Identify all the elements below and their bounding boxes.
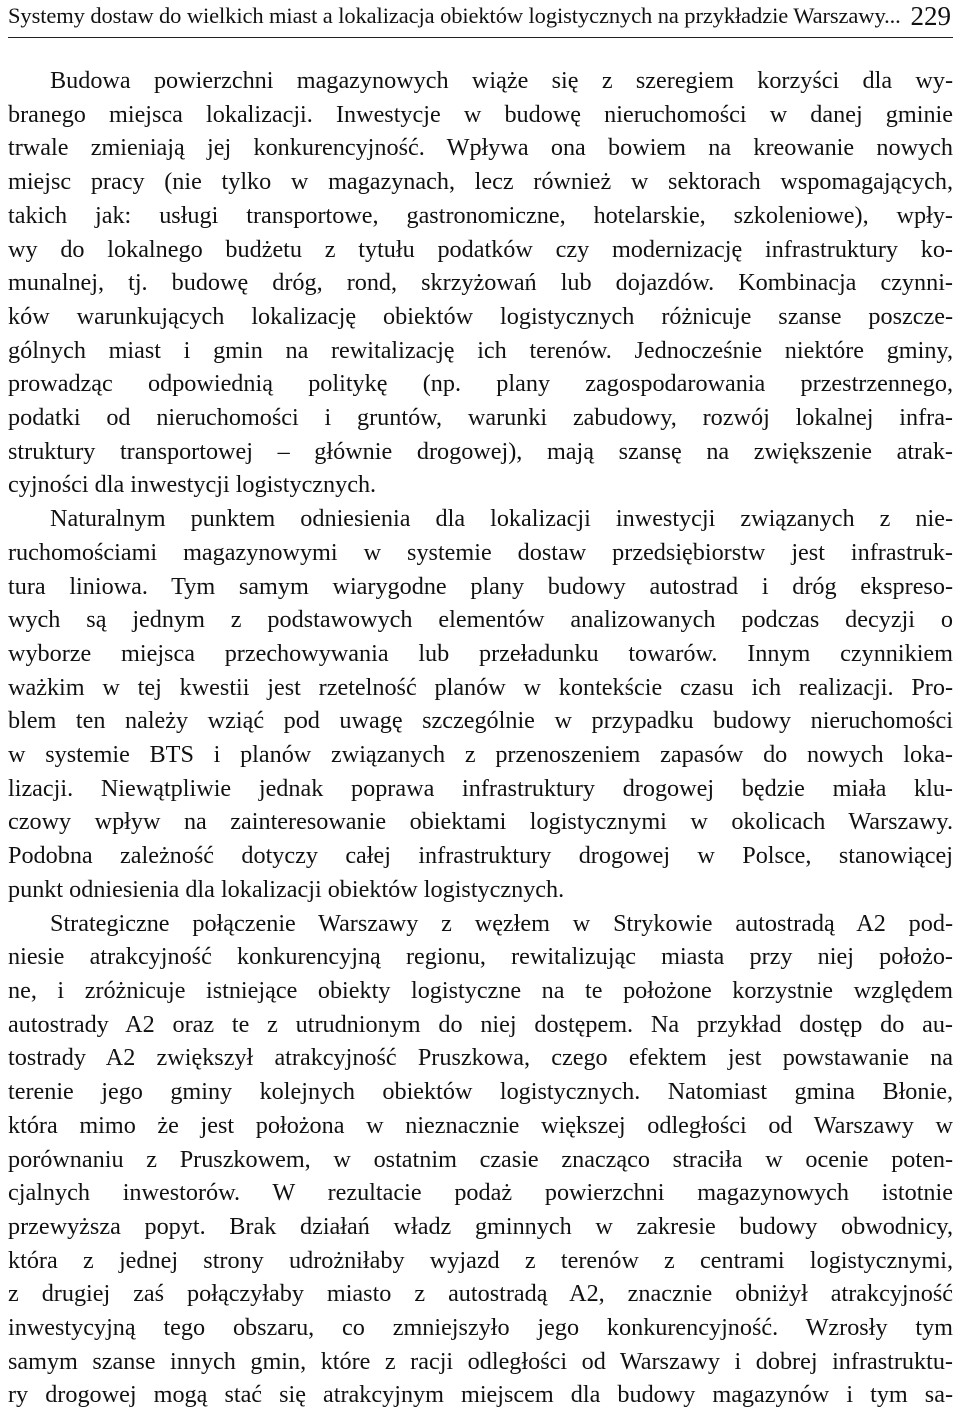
paragraph-2-line-5: wyborze miejsca przechowywania lub przeładunku towarów. Innym czynnikiem [8, 639, 953, 667]
paragraph-3-line-6: terenie jego gminy kolejnych obiektów logistycznych. Natomiast gmina Błonie, [8, 1078, 953, 1106]
paragraph-3-line-11: która z jednej strony udrożniłaby wyjazd z terenów z centrami logistycznymi, [8, 1246, 953, 1274]
paragraph-2-line-8: w systemie BTS i planów związanych z przenoszeniem zapasów do nowych loka- [8, 741, 953, 769]
paragraph-2-line-10: czowy wpływ na zainteresowanie obiektami logistycznymi w okolicach Warszawy. [8, 808, 953, 836]
paragraph-1-line-1: Budowa powierzchni magazynowych wiąże się z szeregiem korzyści dla wy- [50, 67, 953, 94]
paragraph-3-line-9: cjalnych inwestorów. W rezultacie podaż powierzchni magazynowych istotnie [8, 1179, 953, 1207]
paragraph-2-line-9: lizacji. Niewątpliwie jednak poprawa infrastruktury drogowej będzie miała klu- [8, 774, 953, 802]
paragraph-3-line-3: ne, i zróżnicuje istniejące obiekty logistyczne na te położone korzystnie względem [8, 976, 953, 1004]
paragraph-3-line-12: z drugiej zaś połączyłaby miasto z autostradą A2, znacznie obniżył atrakcyjność [8, 1280, 953, 1308]
paragraph-3-line-4: autostrady A2 oraz te z utrudnionym do niej dostępem. Na przykład dostęp do au- [8, 1010, 953, 1038]
paragraph-3-line-10: przewyższa popyt. Brak działań władz gminnych w zakresie budowy obwodnicy, [8, 1212, 953, 1240]
paragraph-2-line-3: tura liniowa. Tym samym wiarygodne plany budowy autostrad i dróg ekspreso- [8, 572, 953, 600]
paragraph-1-line-12: struktury transportowej – głównie drogowej), mają szansę na zwiększenie atrak- [8, 437, 953, 465]
paragraph-1-line-4: miejsc pracy (nie tylko w magazynach, lecz również w sektorach wspomagających, [8, 168, 953, 196]
paragraph-3-line-7: która mimo że jest położona w nieznacznie większej odległości od Warszawy w [8, 1111, 953, 1139]
running-header [8, 0, 953, 38]
paragraph-2-line-12: punkt odniesienia dla lokalizacji obiektów logistycznych. [8, 875, 565, 903]
paragraph-2-line-11: Podobna zależność dotyczy całej infrastruktury drogowej w Polsce, stanowiącej [8, 842, 953, 870]
page-number: 229 [910, 1, 951, 31]
body-text [8, 64, 953, 1412]
running-title: Systemy dostaw do wielkich miast a lokalizacja obiektów logistycznych na przykładzie Warszawy... [8, 3, 901, 28]
paragraph-2-line-1: Naturalnym punktem odniesienia dla lokalizacji inwestycji związanych z nie- [50, 505, 953, 533]
paragraph-3-line-15: ry drogowej mogą stać się atrakcyjnym miejscem dla budowy magazynów i tym sa- [8, 1381, 953, 1409]
paragraph-2-line-6: ważkim w tej kwestii jest rzetelność planów w kontekście czasu ich realizacji. Pro- [8, 673, 953, 701]
paragraph-1-line-5: takich jak: usługi transportowe, gastronomiczne, hotelarskie, szkoleniowe), wpły- [8, 201, 953, 229]
paragraph-1-line-3: trwale zmieniają jej konkurencyjność. Wpływa ona bowiem na kreowanie nowych [8, 134, 953, 162]
paragraph-1-line-2: branego miejsca lokalizacji. Inwestycje w budowę nieruchomości w danej gminie [8, 100, 953, 128]
paragraph-2-line-7: blem ten należy wziąć pod uwagę szczególnie w przypadku budowy nieruchomości [8, 707, 953, 735]
paragraph-1-line-7: munalnej, tj. budowę dróg, rond, skrzyżowań lub dojazdów. Kombinacja czynni- [8, 269, 953, 297]
paragraph-1-line-10: prowadząc odpowiednią politykę (np. plany zagospodarowania przestrzennego, [8, 370, 953, 398]
paragraph-3-line-8: porównaniu z Pruszkowem, w ostatnim czasie znacząco straciła w ocenie poten- [8, 1145, 953, 1173]
paragraph-1-line-6: wy do lokalnego budżetu z tytułu podatków czy modernizację infrastruktury ko- [8, 235, 953, 263]
paragraph-3-line-13: inwestycyjną tego obszaru, co zmniejszyło jego konkurencyjność. Wzrosły tym [8, 1314, 953, 1342]
paragraph-1-line-8: ków warunkujących lokalizację obiektów logistycznych różnicuje szanse poszcze- [8, 302, 953, 330]
paragraph-3-line-5: tostrady A2 zwiększył atrakcyjność Pruszkowa, czego efektem jest powstawanie na [8, 1044, 953, 1072]
paragraph-2-line-2: ruchomościami magazynowymi w systemie dostaw przedsiębiorstw jest infrastruk- [8, 538, 953, 566]
paragraph-3-line-14: samym szanse innych gmin, które z racji odległości od Warszawy i dobrej infrastruktu- [8, 1347, 953, 1375]
paragraph-1-line-13: cyjności dla inwestycji logistycznych. [8, 471, 377, 499]
paragraph-2-line-4: wych są jednym z podstawowych elementów analizowanych podczas decyzji o [8, 606, 953, 634]
paragraph-3-line-1: Strategiczne połączenie Warszawy z węzłem w Strykowie autostradą A2 pod- [50, 909, 953, 937]
paragraph-1-line-11: podatki od nieruchomości i gruntów, warunki zabudowy, rozwój lokalnej infra- [8, 404, 953, 432]
paragraph-1-line-9: gólnych miast i gmin na rewitalizację ich terenów. Jednocześnie niektóre gminy, [8, 336, 953, 364]
paragraph-3-line-2: niesie atrakcyjność konkurencyjną regionu, rewitalizując miasta przy niej położo- [8, 943, 953, 971]
